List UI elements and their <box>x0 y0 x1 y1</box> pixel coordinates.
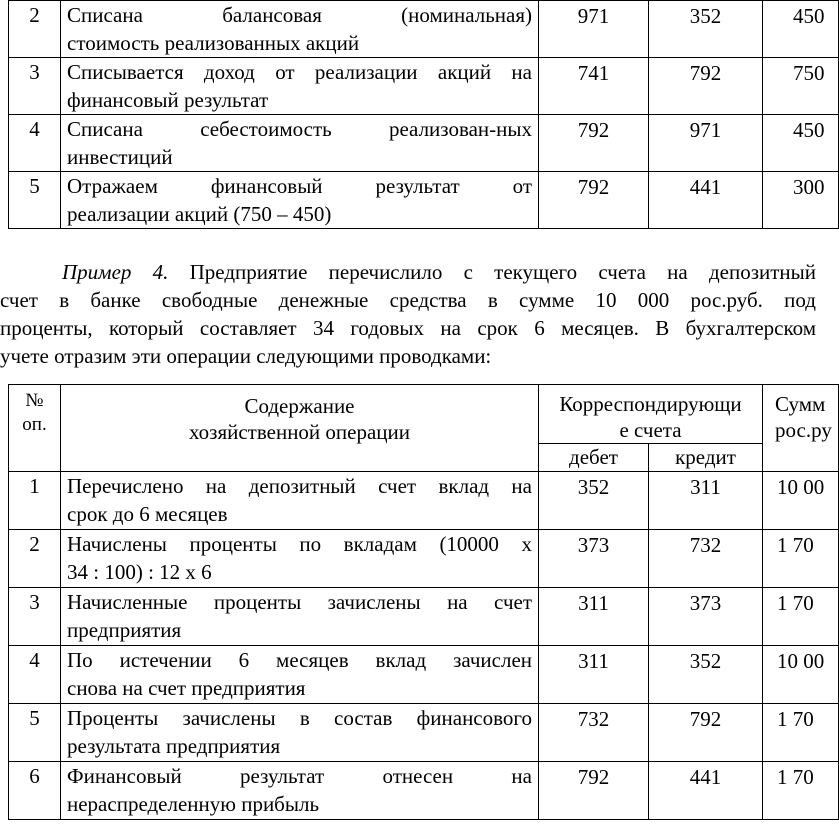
row-amount: 450 <box>763 1 839 58</box>
row-description-line-1: Начислены проценты по вкладам (10000 х <box>67 532 532 556</box>
row-amount: 300 <box>763 172 839 229</box>
table-row <box>9 762 839 820</box>
row-number: 6 <box>9 762 61 820</box>
row-amount: 1 70 <box>763 530 839 588</box>
row-description <box>61 1 539 58</box>
row-amount: 10 00 <box>763 646 839 704</box>
header-number-line-1: № <box>25 390 44 411</box>
example-label: Пример 4. <box>62 260 169 284</box>
row-amount: 750 <box>763 58 839 115</box>
postings-table-continued <box>8 0 839 229</box>
row-description <box>61 472 539 530</box>
row-description <box>61 762 539 820</box>
table-row <box>9 704 839 762</box>
row-credit: 792 <box>649 704 763 762</box>
postings-table-continued-body <box>9 1 839 229</box>
row-number: 5 <box>9 704 61 762</box>
row-credit: 792 <box>649 58 763 115</box>
header-content-line-1: Содержание <box>244 394 355 418</box>
header-corresponding-accounts <box>539 385 763 444</box>
table-row <box>9 588 839 646</box>
header-corr-line-2: е счета <box>619 418 682 442</box>
header-credit: кредит <box>649 444 763 472</box>
row-credit: 732 <box>649 530 763 588</box>
row-description <box>61 115 539 172</box>
row-description-line-2: инвестиций <box>67 145 173 169</box>
row-amount: 1 70 <box>763 762 839 820</box>
example-paragraph <box>0 258 816 370</box>
paragraph-line-1-text: Предприятие перечислило с текущего счета на депозитный <box>189 260 817 284</box>
row-amount: 10 00 <box>763 472 839 530</box>
header-sum-line-2: рос.ру <box>775 418 832 442</box>
row-description-line-1: Начисленные проценты зачислены на счет <box>67 590 532 614</box>
row-description-line-2: стоимость реализованных акций <box>67 31 360 55</box>
row-debit: 311 <box>539 646 649 704</box>
row-description-line-1: Списана себестоимость реализован-ных <box>67 117 532 141</box>
table-row <box>9 530 839 588</box>
row-description <box>61 172 539 229</box>
row-credit: 311 <box>649 472 763 530</box>
paragraph-line-4: учете отразим эти операции следующими проводками: <box>0 344 492 368</box>
row-debit: 373 <box>539 530 649 588</box>
header-sum-line-1: Сумм <box>775 392 826 416</box>
row-description-line-1: Списывается доход от реализации акций на <box>67 60 532 84</box>
table-row <box>9 172 839 229</box>
header-content-line-2: хозяйственной операции <box>188 420 411 444</box>
row-credit: 352 <box>649 646 763 704</box>
row-number: 4 <box>9 115 61 172</box>
row-description-line-1: Проценты зачислены в состав финансового <box>67 706 532 730</box>
row-credit: 352 <box>649 1 763 58</box>
table-row <box>9 58 839 115</box>
row-description-line-1: Финансовый результат отнесен на <box>67 764 532 788</box>
row-description <box>61 588 539 646</box>
row-debit: 792 <box>539 762 649 820</box>
row-debit: 792 <box>539 172 649 229</box>
row-description-line-1: Списана балансовая (номинальная) <box>67 3 532 27</box>
table-row <box>9 646 839 704</box>
row-description-line-2: финансовый результат <box>67 88 269 112</box>
table-row <box>9 472 839 530</box>
paragraph-line-1 <box>0 258 816 286</box>
header-corr-line-1: Корреспондирующи <box>559 392 742 416</box>
deposit-postings-table <box>8 384 839 820</box>
header-number <box>9 385 61 472</box>
row-number: 4 <box>9 646 61 704</box>
row-description-line-1: По истечении 6 месяцев вклад зачислен <box>67 648 532 672</box>
header-sum <box>763 385 839 472</box>
row-number: 5 <box>9 172 61 229</box>
row-debit: 311 <box>539 588 649 646</box>
row-description <box>61 530 539 588</box>
row-description <box>61 704 539 762</box>
row-description <box>61 58 539 115</box>
paragraph-line-2: счет в банке свободные денежные средства в сумме 10 000 рос.руб. под <box>0 288 816 312</box>
row-amount: 450 <box>763 115 839 172</box>
row-description-line-2: снова на счет предприятия <box>67 676 306 700</box>
row-credit: 441 <box>649 172 763 229</box>
row-debit: 732 <box>539 704 649 762</box>
header-debit: дебет <box>539 444 649 472</box>
header-number-line-2: оп. <box>22 414 47 435</box>
row-description-line-2: реализации акций (750 – 450) <box>67 202 332 226</box>
table-row <box>9 115 839 172</box>
row-description-line-2: предприятия <box>67 618 182 642</box>
row-debit: 792 <box>539 115 649 172</box>
paragraph-line-3: проценты, который составляет 34 годовых на срок 6 месяцев. В бухгалтерском <box>0 316 816 340</box>
row-number: 2 <box>9 530 61 588</box>
row-number: 3 <box>9 588 61 646</box>
header-content <box>61 385 539 472</box>
row-description-line-2: 34 : 100) : 12 х 6 <box>67 560 212 584</box>
row-description-line-1: Перечислено на депозитный счет вклад на <box>67 474 532 498</box>
row-amount: 1 70 <box>763 704 839 762</box>
row-credit: 373 <box>649 588 763 646</box>
row-debit: 352 <box>539 472 649 530</box>
deposit-postings-table-body <box>9 472 839 820</box>
row-debit: 971 <box>539 1 649 58</box>
row-credit: 441 <box>649 762 763 820</box>
table-row <box>9 1 839 58</box>
row-number: 3 <box>9 58 61 115</box>
row-number: 1 <box>9 472 61 530</box>
row-credit: 971 <box>649 115 763 172</box>
row-description <box>61 646 539 704</box>
row-description-line-1: Отражаем финансовый результат от <box>67 174 532 198</box>
row-description-line-2: срок до 6 месяцев <box>67 502 228 526</box>
row-number: 2 <box>9 1 61 58</box>
row-debit: 741 <box>539 58 649 115</box>
row-description-line-2: нераспределенную прибыль <box>67 792 320 816</box>
row-description-line-2: результата предприятия <box>67 734 281 758</box>
row-amount: 1 70 <box>763 588 839 646</box>
